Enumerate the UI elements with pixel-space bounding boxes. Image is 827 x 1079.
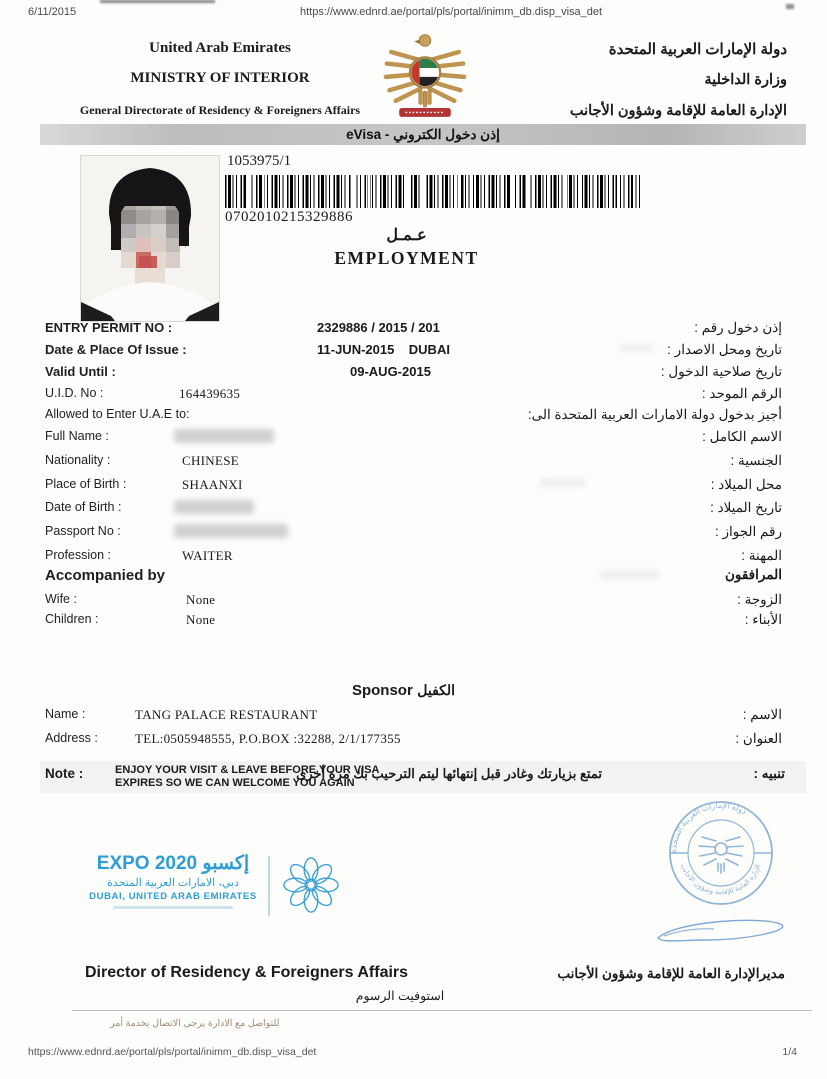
field-row-profession: [0, 548, 827, 566]
expo-rosette-icon: [282, 856, 340, 914]
field-label-en: ENTRY PERMIT NO :: [45, 320, 173, 335]
barcode-number: 0702010215329886: [225, 209, 353, 225]
scan-ghost: [600, 570, 660, 579]
field-value: WAITER: [182, 548, 233, 563]
fees-collected-ar: استوفيت الرسوم: [355, 989, 445, 1003]
field-row-nationality: [0, 453, 827, 471]
field-label-en: Nationality :: [45, 453, 111, 467]
field-label-ar: الزوجة :: [737, 592, 782, 607]
accompanied-heading: [0, 567, 827, 585]
field-row-uid: [0, 386, 827, 404]
field-label-ar: الأبناء :: [744, 612, 782, 627]
scan-artifact: [786, 4, 794, 9]
sponsor-heading: [0, 682, 827, 700]
field-label-en: Children :: [45, 612, 99, 626]
field-label-ar: تاريخ ومحل الاصدار :: [667, 342, 782, 357]
scan-artifact: [100, 0, 215, 3]
note-text-line1: ENJOY YOUR VISIT & LEAVE BEFORE YOUR VISA: [115, 764, 380, 776]
redacted-value: [174, 524, 288, 538]
field-row-date-of-birth: [0, 500, 827, 518]
field-label-en: Name :: [45, 707, 86, 721]
official-stamp: [648, 793, 794, 915]
header-ministry-en: MINISTRY OF INTERIOR: [130, 70, 310, 86]
note-label-ar: تنبيه :: [753, 766, 785, 781]
field-label-ar: محل الميلاد :: [710, 477, 782, 492]
field-label-en: Full Name :: [45, 429, 109, 443]
field-label-ar: إذن دخول رقم :: [694, 320, 782, 335]
redacted-value: [174, 429, 274, 443]
field-label-ar: رقم الجواز :: [714, 524, 782, 539]
field-row-passport: [0, 524, 827, 542]
expo-logo-tagline-smudge: [113, 906, 233, 909]
header-country-en: United Arab Emirates: [149, 40, 291, 56]
scan-ghost: [620, 344, 654, 352]
signature: [650, 912, 795, 954]
note-label-en: Note :: [45, 766, 84, 781]
header-directorate-ar: الإدارة العامة للإقامة وشؤون الأجانب: [569, 103, 787, 119]
header-directorate-en: General Directorate of Residency & Foreigners Affairs: [79, 103, 361, 117]
note-text-ar: تمتع بزيارتك وغادر قبل إنتهائها ليتم الترحيب بك مرة أخرى: [296, 766, 602, 781]
field-label-en: Date of Birth :: [45, 500, 122, 514]
barcode: [225, 175, 643, 208]
field-label-en: Address :: [45, 731, 98, 745]
sponsor-heading-ar: الكفيل: [417, 682, 456, 698]
accompanied-heading-en: Accompanied by: [45, 567, 166, 584]
field-row-entry-permit: [0, 320, 827, 338]
field-label-ar: الرقم الموحد :: [701, 386, 782, 401]
director-title-en: Director of Residency & Foreigners Affairs: [85, 964, 409, 981]
expo-logo-subtitle-ar: دبي، الامارات العربية المتحدة: [107, 877, 239, 889]
visa-file-number: 1053975/1: [227, 153, 292, 169]
field-label-ar: الاسم الكامل :: [702, 429, 782, 444]
field-label-en: Wife :: [45, 592, 77, 606]
expo-logo-title: EXPO 2020 إكسبو: [96, 853, 250, 874]
header-ministry-ar: وزارة الداخلية: [704, 72, 787, 88]
field-label-ar: الاسم :: [742, 707, 782, 722]
stamp-arc-text-bottom: الإدارة العامة للإقامة وشؤون الأجانب: [678, 863, 763, 897]
field-row-sponsor-address: [0, 731, 827, 749]
field-value: SHAANXI: [182, 477, 243, 492]
redacted-value: [174, 500, 254, 514]
field-value: 2329886 / 2015 / 201: [317, 320, 440, 335]
field-row-issue: [0, 342, 827, 360]
evisa-title: eVisa - إذن دخول الكتروني: [346, 126, 500, 142]
field-row-wife: [0, 592, 827, 610]
expo2020-logo: [88, 852, 258, 909]
field-value: TANG PALACE RESTAURANT: [135, 707, 318, 722]
field-row-allowed-to-enter: [0, 407, 827, 425]
print-date: 6/11/2015: [28, 6, 77, 18]
field-label-ar: العنوان :: [735, 731, 782, 746]
visa-type-en: EMPLOYMENT: [334, 248, 479, 268]
field-row-children: [0, 612, 827, 630]
field-label-en: Valid Until :: [45, 364, 116, 379]
field-label-en: Date & Place Of Issue :: [45, 342, 187, 357]
field-value: None: [186, 592, 216, 607]
header-country-ar: دولة الإمارات العربية المتحدة: [608, 41, 787, 58]
field-label-en: Allowed to Enter U.A.E to:: [45, 407, 190, 421]
contact-note-ar: للتواصل مع الادارة يرجى الاتصال بخدمة أمر: [110, 1018, 280, 1029]
visa-type-ar: عـمـل: [386, 227, 427, 244]
accompanied-heading-ar: المرافقون: [724, 567, 782, 582]
page-number: 1/4: [782, 1046, 797, 1058]
field-label-ar: أجيز بدخول دولة الامارات العربية المتحدة الى:: [527, 407, 782, 422]
note-text-line2: EXPIRES SO WE CAN WELCOME YOU AGAIN: [115, 777, 355, 789]
field-value: 09-AUG-2015: [350, 364, 431, 379]
field-value: None: [186, 612, 216, 627]
field-row-sponsor-name: [0, 707, 827, 725]
svg-text:دولة الإمارات العربية المتحدة: [669, 801, 748, 853]
scan-ghost: [540, 478, 586, 487]
field-value: 11-JUN-2015 DUBAI: [317, 342, 450, 357]
field-label-ar: الجنسية :: [730, 453, 782, 468]
print-url-top: https://www.ednrd.ae/portal/pls/portal/inimm_db.disp_visa_det: [300, 6, 603, 18]
footer-divider: [72, 1010, 812, 1011]
field-label-en: Profession :: [45, 548, 112, 562]
field-row-valid-until: [0, 364, 827, 382]
expo-logo-divider: [268, 856, 270, 916]
sponsor-heading-en: Sponsor: [351, 682, 413, 699]
director-title-ar: مديرالإدارة العامة للإقامة وشؤون الأجانب: [557, 966, 785, 981]
field-label-ar: تاريخ الميلاد :: [710, 500, 782, 515]
field-row-full-name: [0, 429, 827, 447]
field-label-ar: تاريخ صلاحية الدخول :: [660, 364, 782, 379]
print-url-bottom: https://www.ednrd.ae/portal/pls/portal/inimm_db.disp_visa_det: [28, 1046, 317, 1058]
field-label-en: U.I.D. No :: [45, 386, 104, 400]
field-value: TEL:0505948555, P.O.BOX :32288, 2/1/177355: [135, 731, 401, 746]
field-label-en: Passport No :: [45, 524, 121, 538]
field-value: 164439635: [179, 386, 241, 401]
field-value: CHINESE: [182, 453, 239, 468]
evisa-title-banner: [40, 124, 806, 145]
field-row-place-of-birth: [0, 477, 827, 495]
expo-logo-subtitle-en: DUBAI, UNITED ARAB EMIRATES: [89, 891, 257, 902]
field-label-en: Place of Birth :: [45, 477, 127, 491]
field-label-ar: المهنة :: [741, 548, 782, 563]
stamp-arc-text-top: دولة الإمارات العربية المتحدة: [668, 800, 748, 854]
